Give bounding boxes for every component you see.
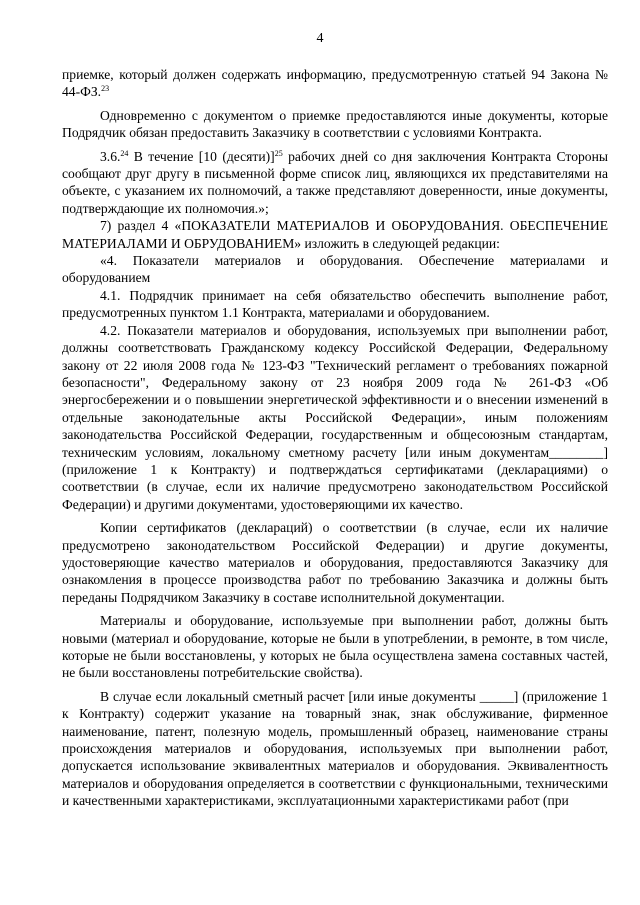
paragraph-text: 4.2. Показатели материалов и оборудования, используемых при выполнении работ, должны соответствовать Гражданскому кодексу Российской Федерации, Федеральному закону от 22 июля 2008 года № 123-ФЗ "Технический регламент о требованиях пожарной безопасности", Федеральному закону от 23 ноября 2009 года № 261-ФЗ «Об энергосбережении и о повышении энергетической эффективности и о внесении изменений в отдельные законодательные акты Российской Федерации», иным положениям законодательства Российской Федерации, государственным и общесоюзным стандартам, техническим условиям, локальному сметному расчету [или иным документам________] (приложение 1 к Контракту) и подтверждаться сертификатами (декларациями) о соответствии (в случае, если их наличие предусмотрено законодательством Российской Федерации) и другими документами, удостоверяющими их качество.	[62, 322, 608, 512]
paragraph-p2	[62, 107, 608, 142]
paragraph-p3	[62, 148, 608, 218]
paragraph-p7	[62, 322, 608, 513]
footnote-marker: 25	[274, 148, 283, 158]
paragraph-text: 3.6.	[100, 148, 121, 164]
paragraph-p10	[62, 688, 608, 810]
paragraph-p8	[62, 519, 608, 606]
paragraph-p1	[62, 66, 608, 101]
paragraph-text: «4. Показатели материалов и оборудования. Обеспечение материалами и оборудованием	[62, 253, 608, 286]
document-body	[62, 66, 608, 810]
paragraph-text: Копии сертификатов (деклараций) о соответствии (в случае, если их наличие предусмотрено законодательством Российской Федерации) и другие документы, удостоверяющие качество материалов и оборудования, предоставляются Заказчику для ознакомления в процессе производства работ по требованию Заказчика и должны быть переданы Подрядчиком Заказчику в составе исполнительной документации.	[62, 520, 608, 605]
paragraph-text: Материалы и оборудование, используемые при выполнении работ, должны быть новыми (материал и оборудование, которые не были в употреблении, в ремонте, в том числе, которые не были восстановлены, у которых не была осуществлена замена составных частей, не были восстановлены потребительские свойства).	[62, 613, 608, 681]
footnote-marker: 23	[101, 84, 110, 94]
paragraph-p6	[62, 287, 608, 322]
paragraph-text: В течение [10 (десяти)]	[128, 148, 275, 164]
page-number: 4	[316, 31, 324, 46]
paragraph-text: приемке, который должен содержать информацию, предусмотренную статьей 94 Закона № 44-ФЗ.	[62, 67, 608, 100]
paragraph-text: Одновременно с документом о приемке предоставляются иные документы, которые Подрядчик обязан предоставить Заказчику в соответствии с условиями Контракта.	[62, 107, 608, 141]
footnote-marker: 24	[120, 148, 129, 158]
paragraph-text: В случае если локальный сметный расчет [или иные документы _____] (приложение 1 к Контракту) содержит указание на товарный знак, знак обслуживание, фирменное наименование, патент, полезную модель, промышленный образец, наименование страны происхождения материалов и оборудования, используемых при выполнении работ, допускается использование эквивалентных материалов и оборудования. Эквивалентность материалов и оборудования определяется в соответствии с функциональными, техническими и качественными характеристиками, эксплуатационными характеристиками работ (при	[62, 688, 608, 809]
paragraph-p5	[62, 252, 608, 287]
paragraph-p9	[62, 612, 608, 682]
paragraph-text: 4.1. Подрядчик принимает на себя обязательство обеспечить выполнение работ, предусмотренных пунктом 1.1 Контракта, материалами и оборудованием.	[62, 287, 608, 321]
paragraph-text: рабочих дней со дня заключения Контракта Стороны сообщают друг другу в письменной форме список лиц, являющихся их представителями на объекте, с указанием их полномочий, а также представляют доверенности, иные документы, подтверждающие их полномочия.»;	[62, 148, 608, 216]
paragraph-p4	[62, 217, 608, 252]
paragraph-text: 7) раздел 4 «ПОКАЗАТЕЛИ МАТЕРИАЛОВ И ОБОРУДОВАНИЯ. ОБЕСПЕЧЕНИЕ МАТЕРИАЛАМИ И ОБРУДОВАНИЕМ» изложить в следующей редакции:	[62, 218, 608, 251]
